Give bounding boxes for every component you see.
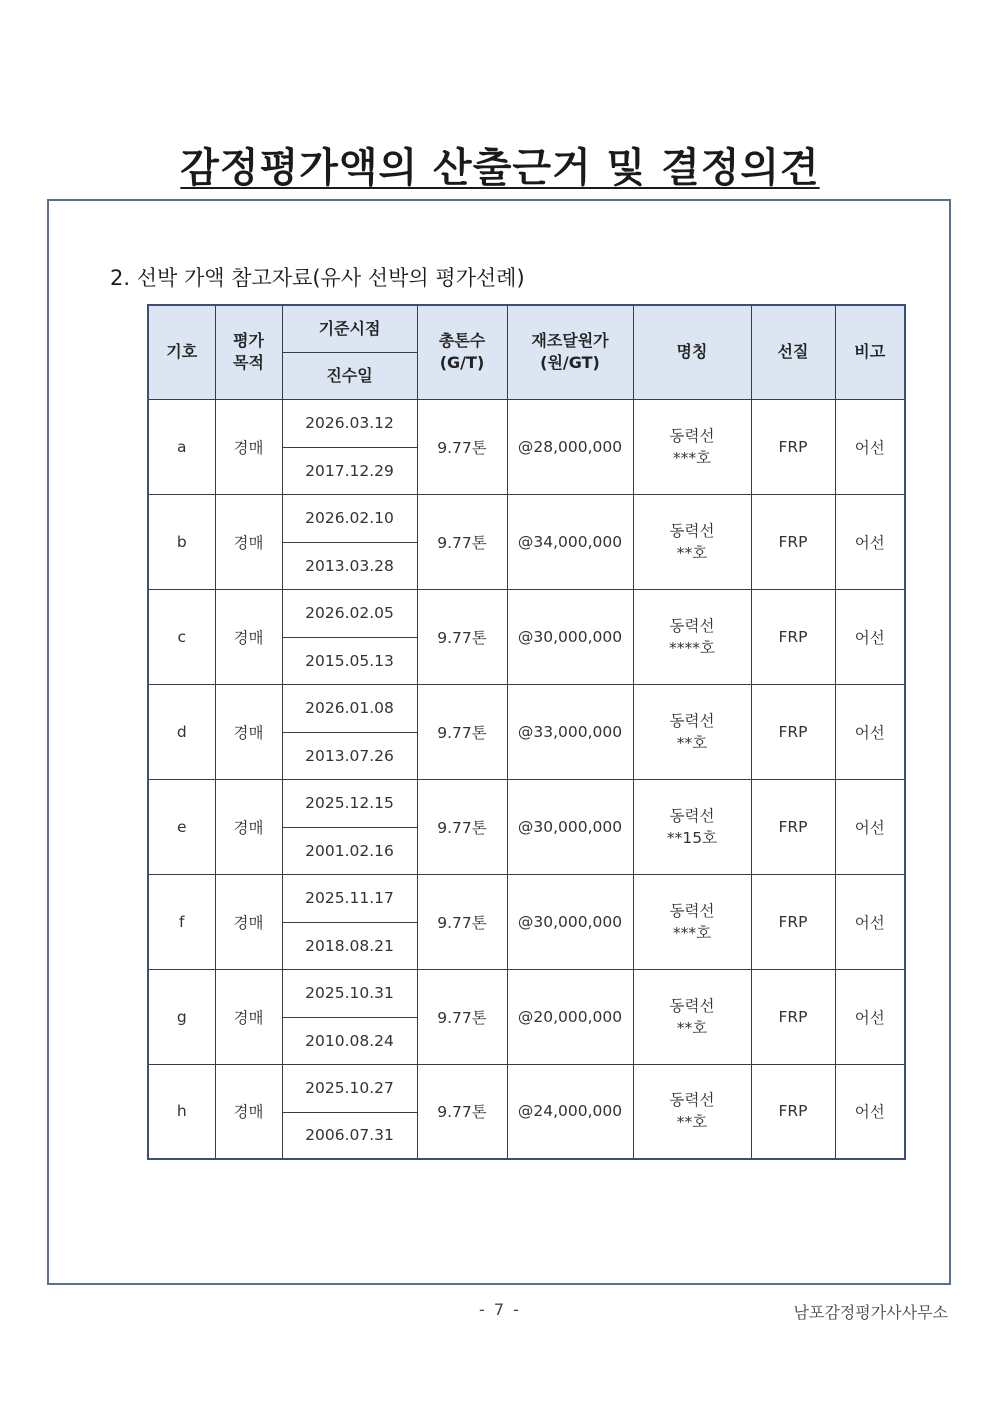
cell-remarks: 어선 [835, 874, 905, 969]
cell-launch-date: 2006.07.31 [282, 1112, 417, 1159]
cell-remarks: 어선 [835, 684, 905, 779]
cell-purpose: 경매 [215, 684, 282, 779]
cell-cost: @30,000,000 [507, 874, 633, 969]
cell-vessel-name [633, 969, 751, 1064]
cell-launch-date: 2010.08.24 [282, 1017, 417, 1064]
vessel-name-line2: ***호 [672, 923, 712, 942]
cell-symbol: c [148, 589, 215, 684]
page-number: - 7 - [479, 1300, 521, 1319]
vessel-name-line2: ***호 [672, 448, 712, 467]
header-cost-line1: 재조달원가 [531, 331, 609, 351]
vessel-name-line2: **호 [676, 1018, 708, 1037]
cell-symbol: a [148, 399, 215, 494]
header-purpose-line1: 평가 [233, 331, 264, 351]
cell-vessel-name [633, 684, 751, 779]
cell-cost: @30,000,000 [507, 779, 633, 874]
cell-base-date: 2026.03.12 [282, 399, 417, 447]
cell-launch-date: 2013.07.26 [282, 732, 417, 779]
cell-tonnage: 9.77톤 [417, 494, 507, 589]
cell-launch-date: 2013.03.28 [282, 542, 417, 589]
vessel-name-line1: 동력선 [669, 521, 715, 540]
page-title-text: 감정평가액의 산출근거 및 결정의견 [180, 145, 820, 191]
cell-remarks: 어선 [835, 779, 905, 874]
cell-remarks: 어선 [835, 1064, 905, 1159]
cell-base-date: 2026.01.08 [282, 684, 417, 732]
cell-tonnage: 9.77톤 [417, 399, 507, 494]
header-purpose [215, 305, 282, 399]
cell-symbol: f [148, 874, 215, 969]
cell-vessel-name [633, 874, 751, 969]
header-tonnage-line1: 총톤수 [438, 331, 486, 351]
cell-purpose: 경매 [215, 399, 282, 494]
cell-material: FRP [751, 494, 835, 589]
section-heading: 2. 선박 가액 참고자료(유사 선박의 평가선례) [110, 266, 525, 290]
cell-tonnage: 9.77톤 [417, 779, 507, 874]
reference-table [147, 304, 906, 1160]
table-row [148, 969, 905, 1017]
header-purpose-line2: 목적 [233, 353, 264, 373]
cell-launch-date: 2001.02.16 [282, 827, 417, 874]
office-name: 남포감정평가사사무소 [793, 1303, 948, 1322]
table-body [148, 399, 905, 1159]
header-cost [507, 305, 633, 399]
header-base-date: 기준시점 [282, 305, 417, 352]
vessel-name-line1: 동력선 [669, 426, 715, 445]
header-cost-line2: (원/GT) [540, 353, 600, 373]
cell-vessel-name [633, 1064, 751, 1159]
table-row [148, 684, 905, 732]
vessel-name-line1: 동력선 [669, 901, 715, 920]
cell-material: FRP [751, 589, 835, 684]
cell-symbol: h [148, 1064, 215, 1159]
cell-symbol: b [148, 494, 215, 589]
vessel-name-line2: ****호 [669, 638, 715, 657]
vessel-name-line2: **호 [676, 543, 708, 562]
cell-cost: @28,000,000 [507, 399, 633, 494]
cell-tonnage: 9.77톤 [417, 589, 507, 684]
cell-base-date: 2025.10.31 [282, 969, 417, 1017]
cell-vessel-name [633, 494, 751, 589]
table-row [148, 589, 905, 637]
cell-launch-date: 2015.05.13 [282, 637, 417, 684]
header-tonnage-line2: (G/T) [439, 353, 485, 373]
cell-material: FRP [751, 1064, 835, 1159]
cell-tonnage: 9.77톤 [417, 874, 507, 969]
cell-launch-date: 2017.12.29 [282, 447, 417, 494]
vessel-name-line1: 동력선 [669, 806, 715, 825]
cell-vessel-name [633, 589, 751, 684]
cell-remarks: 어선 [835, 494, 905, 589]
cell-launch-date: 2018.08.21 [282, 922, 417, 969]
cell-remarks: 어선 [835, 969, 905, 1064]
header-name: 명칭 [633, 305, 751, 399]
cell-symbol: g [148, 969, 215, 1064]
cell-cost: @24,000,000 [507, 1064, 633, 1159]
cell-vessel-name [633, 779, 751, 874]
header-tonnage [417, 305, 507, 399]
cell-cost: @33,000,000 [507, 684, 633, 779]
table-row [148, 874, 905, 922]
cell-base-date: 2026.02.10 [282, 494, 417, 542]
page-title [0, 136, 1000, 193]
table-row [148, 1064, 905, 1112]
table-row [148, 779, 905, 827]
cell-material: FRP [751, 399, 835, 494]
header-symbol: 기호 [148, 305, 215, 399]
cell-material: FRP [751, 874, 835, 969]
vessel-name-line1: 동력선 [669, 711, 715, 730]
cell-vessel-name [633, 399, 751, 494]
cell-purpose: 경매 [215, 494, 282, 589]
cell-remarks: 어선 [835, 399, 905, 494]
cell-material: FRP [751, 684, 835, 779]
vessel-name-line1: 동력선 [669, 616, 715, 635]
cell-symbol: d [148, 684, 215, 779]
vessel-name-line1: 동력선 [669, 1091, 715, 1110]
cell-cost: @20,000,000 [507, 969, 633, 1064]
vessel-name-line2: **호 [676, 733, 708, 752]
cell-purpose: 경매 [215, 589, 282, 684]
vessel-name-line1: 동력선 [669, 996, 715, 1015]
cell-tonnage: 9.77톤 [417, 684, 507, 779]
cell-purpose: 경매 [215, 1064, 282, 1159]
cell-remarks: 어선 [835, 589, 905, 684]
header-remarks: 비고 [835, 305, 905, 399]
cell-cost: @34,000,000 [507, 494, 633, 589]
cell-base-date: 2025.11.17 [282, 874, 417, 922]
cell-base-date: 2025.10.27 [282, 1064, 417, 1112]
vessel-name-line2: **15호 [666, 828, 718, 847]
vessel-name-line2: **호 [676, 1113, 708, 1132]
cell-material: FRP [751, 969, 835, 1064]
cell-purpose: 경매 [215, 779, 282, 874]
cell-purpose: 경매 [215, 969, 282, 1064]
cell-base-date: 2026.02.05 [282, 589, 417, 637]
cell-tonnage: 9.77톤 [417, 969, 507, 1064]
cell-material: FRP [751, 779, 835, 874]
cell-symbol: e [148, 779, 215, 874]
table-row [148, 399, 905, 447]
header-material: 선질 [751, 305, 835, 399]
cell-base-date: 2025.12.15 [282, 779, 417, 827]
cell-purpose: 경매 [215, 874, 282, 969]
header-launch-date: 진수일 [282, 352, 417, 399]
cell-tonnage: 9.77톤 [417, 1064, 507, 1159]
cell-cost: @30,000,000 [507, 589, 633, 684]
table-row [148, 494, 905, 542]
